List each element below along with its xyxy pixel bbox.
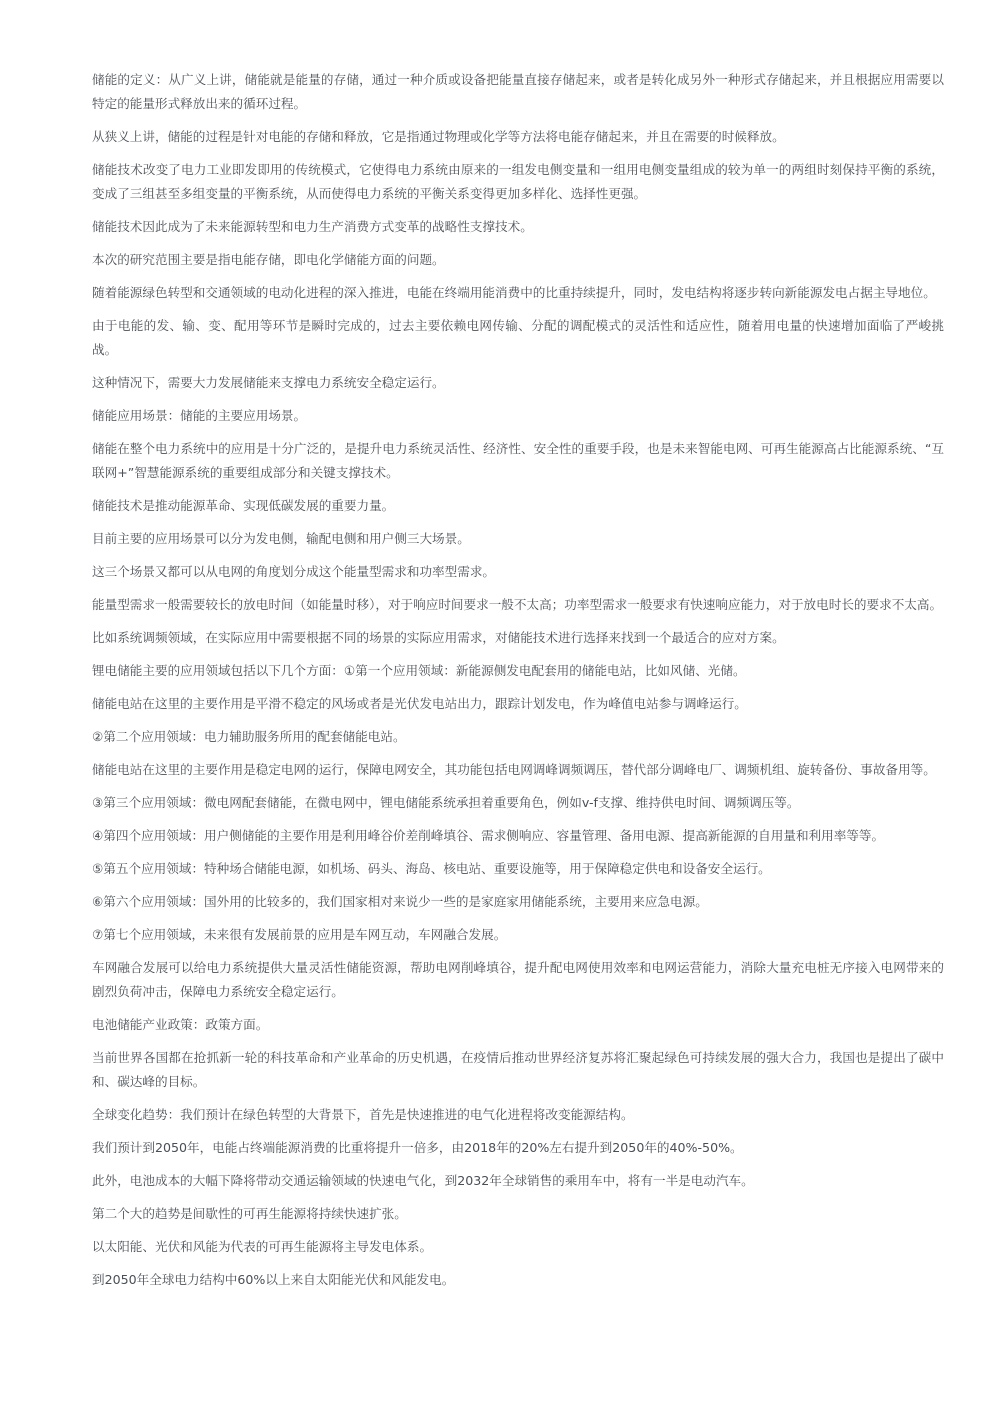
paragraph: 目前主要的应用场景可以分为发电侧，输配电侧和用户侧三大场景。 <box>92 531 470 546</box>
paragraph: 这三个场景又都可以从电网的角度划分成这个能量型需求和功率型需求。 <box>92 564 495 579</box>
paragraph: 储能技术因此成为了未来能源转型和电力生产消费方式变革的战略性支撑技术。 <box>92 219 533 234</box>
paragraph: 当前世界各国都在抢抓新一轮的科技革命和产业革命的历史机遇，在疫情后推动世界经济复苏将汇聚起绿色可持续发展的强大合力，我国也是提出了碳中和、碳达峰的目标。 <box>92 1050 944 1089</box>
paragraph: ④第四个应用领域：用户侧储能的主要作用是利用峰谷价差削峰填谷、需求侧响应、容量管理、备用电源、提高新能源的自用量和利用率等等。 <box>92 828 885 843</box>
paragraph: 从狭义上讲，储能的过程是针对电能的存储和释放，它是指通过物理或化学等方法将电能存储起来，并且在需要的时候释放。 <box>92 129 785 144</box>
paragraph: 车网融合发展可以给电力系统提供大量灵活性储能资源，帮助电网削峰填谷，提升配电网使用效率和电网运营能力，消除大量充电桩无序接入电网带来的剧烈负荷冲击，保障电力系统安全稳定运行。 <box>92 960 944 999</box>
paragraph: 储能的定义：从广义上讲，储能就是能量的存储，通过一种介质或设备把能量直接存储起来，或者是转化成另外一种形式存储起来，并且根据应用需要以特定的能量形式释放出来的循环过程。 <box>92 72 944 111</box>
paragraph: 以太阳能、光伏和风能为代表的可再生能源将主导发电体系。 <box>92 1239 433 1254</box>
paragraph: 此外，电池成本的大幅下降将带动交通运输领域的快速电气化，到2032年全球销售的乘用车中，将有一半是电动汽车。 <box>92 1173 754 1188</box>
paragraph: 随着能源绿色转型和交通领域的电动化进程的深入推进，电能在终端用能消费中的比重持续提升，同时，发电结构将逐步转向新能源发电占据主导地位。 <box>92 285 936 300</box>
paragraph: ②第二个应用领域：电力辅助服务所用的配套储能电站。 <box>92 729 406 744</box>
paragraph: 能量型需求一般需要较长的放电时间（如能量时移），对于响应时间要求一般不太高；功率型需求一般要求有快速响应能力，对于放电时长的要求不太高。 <box>92 597 943 612</box>
paragraph: 比如系统调频领域，在实际应用中需要根据不同的场景的实际应用需求，对储能技术进行选择来找到一个最适合的应对方案。 <box>92 630 785 645</box>
paragraph: 储能在整个电力系统中的应用是十分广泛的，是提升电力系统灵活性、经济性、安全性的重要手段，也是未来智能电网、可再生能源高占比能源系统、“互联网+”智慧能源系统的重要组成部分和关键支撑技术。 <box>92 441 944 480</box>
paragraph: 本次的研究范围主要是指电能存储，即电化学储能方面的问题。 <box>92 252 445 267</box>
paragraph: 这种情况下，需要大力发展储能来支撑电力系统安全稳定运行。 <box>92 375 445 390</box>
paragraph: 全球变化趋势：我们预计在绿色转型的大背景下，首先是快速推进的电气化进程将改变能源结构。 <box>92 1107 634 1122</box>
paragraph: ③第三个应用领域：微电网配套储能，在微电网中，锂电储能系统承担着重要角色，例如v-f支撑、维持供电时间、调频调压等。 <box>92 795 800 810</box>
paragraph: ⑦第七个应用领域，未来很有发展前景的应用是车网互动，车网融合发展。 <box>92 927 507 942</box>
paragraph: 储能电站在这里的主要作用是平滑不稳定的风场或者是光伏发电站出力，跟踪计划发电，作为峰值电站参与调峰运行。 <box>92 696 747 711</box>
paragraph: 我们预计到2050年，电能占终端能源消费的比重将提升一倍多，由2018年的20%左右提升到2050年的40%-50%。 <box>92 1140 743 1155</box>
document-body <box>92 68 944 1301</box>
paragraph: ⑤第五个应用领域：特种场合储能电源，如机场、码头、海岛、核电站、重要设施等，用于保障稳定供电和设备安全运行。 <box>92 861 771 876</box>
paragraph: 储能技术是推动能源革命、实现低碳发展的重要力量。 <box>92 498 395 513</box>
paragraph: 电池储能产业政策：政策方面。 <box>92 1017 269 1032</box>
paragraph: 到2050年全球电力结构中60%以上来自太阳能光伏和风能发电。 <box>92 1272 455 1287</box>
paragraph: 由于电能的发、输、变、配用等环节是瞬时完成的，过去主要依赖电网传输、分配的调配模式的灵活性和适应性，随着用电量的快速增加面临了严峻挑战。 <box>92 318 944 357</box>
paragraph: 储能电站在这里的主要作用是稳定电网的运行，保障电网安全，其功能包括电网调峰调频调压，替代部分调峰电厂、调频机组、旋转备份、事故备用等。 <box>92 762 936 777</box>
paragraph: 储能技术改变了电力工业即发即用的传统模式，它使得电力系统由原来的一组发电侧变量和一组用电侧变量组成的较为单一的两组时刻保持平衡的系统，变成了三组甚至多组变量的平衡系统，从而使得电力系统的平衡关系变得更加多样化、选择性更强。 <box>92 162 944 201</box>
paragraph: 锂电储能主要的应用领域包括以下几个方面：①第一个应用领域：新能源侧发电配套用的储能电站，比如风储、光储。 <box>92 663 746 678</box>
paragraph: 第二个大的趋势是间歇性的可再生能源将持续快速扩张。 <box>92 1206 407 1221</box>
paragraph: ⑥第六个应用领域：国外用的比较多的，我们国家相对来说少一些的是家庭家用储能系统，主要用来应急电源。 <box>92 894 708 909</box>
paragraph: 储能应用场景：储能的主要应用场景。 <box>92 408 307 423</box>
